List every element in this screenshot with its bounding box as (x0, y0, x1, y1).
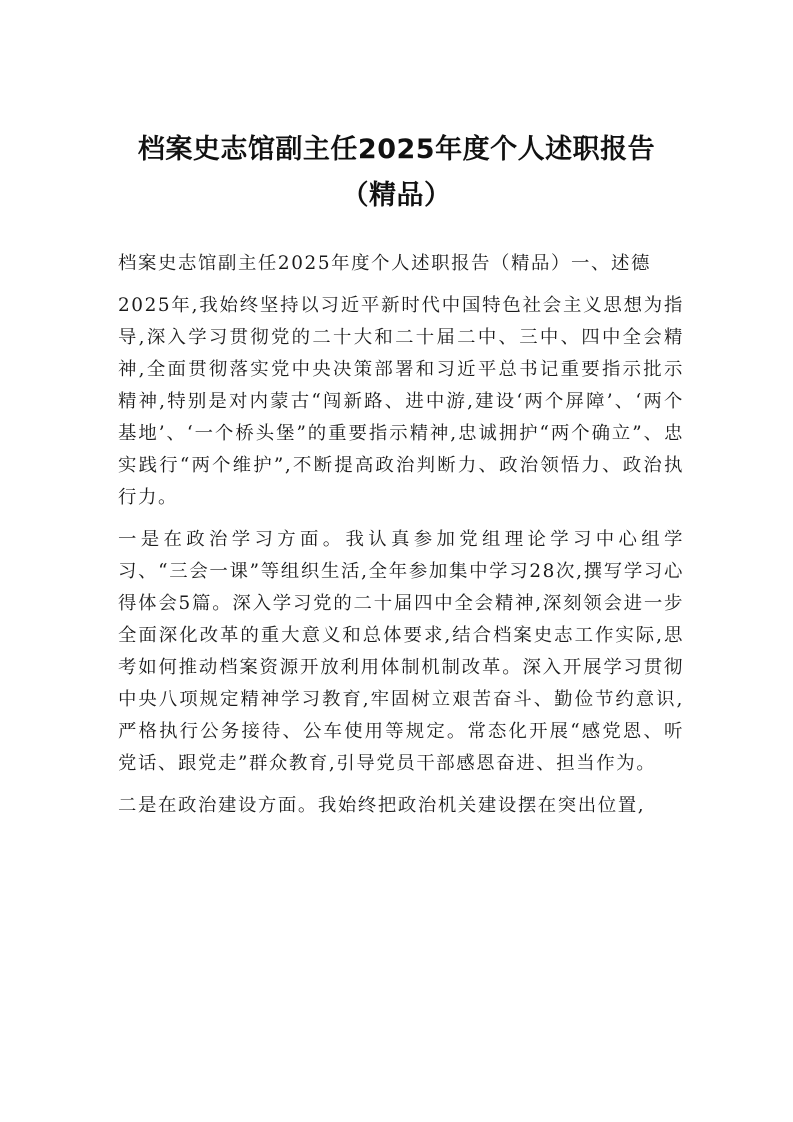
document-title: 档案史志馆副主任2025年度个人述职报告 (137, 134, 656, 165)
paragraph-overview: 2025年,我始终坚持以习近平新时代中国特色社会主义思想为指导,深入学习贯彻党的二十大和二十届二中、三中、四中全会精神,全面贯彻落实党中央决策部署和习近平总书记重要指示批示精神,特别是对内蒙古“闯新路、进中游,建设‘两个屏障’、‘两个基地’、‘一个桥头堡”的重要指示精神,忠诚拥护“两个确立”、忠实践行“两个维护”,不断提高政治判断力、政治领悟力、政治执行力。 (118, 295, 684, 508)
document-body (118, 248, 684, 832)
document-subtitle: （精品） (341, 180, 452, 211)
paragraph-political-construction: 二是在政治建设方面。我始终把政治机关建设摆在突出位置, (118, 795, 646, 816)
paragraph-political-study: 一是在政治学习方面。我认真参加党组理论学习中心组学习、“三会一课”等组织生活,全年参加集中学习28次,撰写学习心得体会5篇。深入学习党的二十届四中全会精神,深刻领会进一步全面深化改革的重大意义和总体要求,结合档案史志工作实际,思考如何推动档案资源开放利用体制机制改革。深入开展学习贯彻中央八项规定精神学习教育,牢固树立艰苦奋斗、勤俭节约意识,严格执行公务接待、公车使用等规定。常态化开展“感党恩、听党话、跟党走”群众教育,引导党员干部感恩奋进、担当作为。 (118, 529, 684, 774)
paragraph-intro: 档案史志馆副主任2025年度个人述职报告（精品）一、述德 (118, 253, 651, 274)
